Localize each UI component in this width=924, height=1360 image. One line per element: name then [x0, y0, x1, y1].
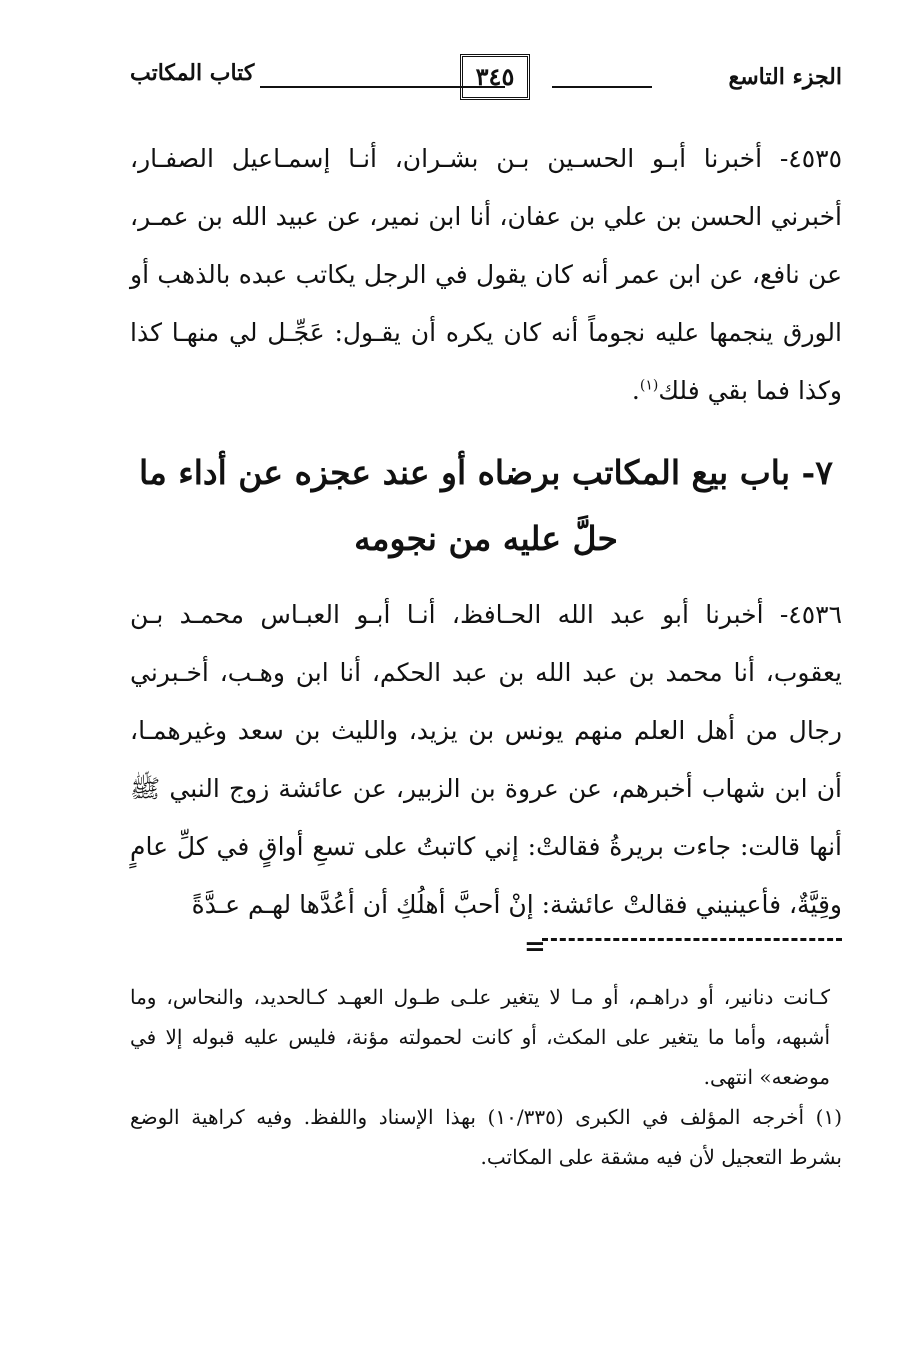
part-title: الجزء التاسع — [728, 64, 842, 90]
page-number: ٣٤٥ — [460, 54, 530, 100]
hadith-4535-end: . — [631, 376, 640, 405]
hadith-4536: ٤٥٣٦- أخبرنا أبو عبد الله الحـافظ، أنـا أبـو العبـاس محمـد بـن يعقوب، أنا محمد بن عبد الله بن عبد الحكم، أنا ابن وهـب، أخـبرني رجال من أهل العلم منهم يونس بن يزيد، والليث بن سعد وغيرهمـا، أن ابن شهاب أخبرهم، عن عروة بن الزبير، عن عائشة زوج النبي ﷺ أنها قالت: جاءت بريرةُ فقالتْ: إني كاتبتُ على تسعِ أواقٍ في كلِّ عامٍ وقِيَّةٌ، فأعينيني فقالتْ عائشة: إنْ أحبَّ أهلُكِ أن أعُدَّها لهـم عـدَّةً — [130, 600, 842, 919]
continuation-mark: = — [524, 932, 546, 962]
running-header — [130, 50, 842, 110]
footnote-1: (١) أخرجه المؤلف في الكبرى (١٠/٣٣٥) بهذا الإسناد واللفظ. وفيه كراهية الوضع بشرط التعجيل لأن فيه مشقة على المكاتب. — [130, 1105, 842, 1169]
book-title: كتاب المكاتب — [130, 60, 255, 86]
chapter-heading — [130, 440, 842, 572]
chapter-heading-line1: ٧- باب بيع المكاتب برضاه أو عند عجزه عن أداء ما — [139, 453, 833, 492]
hadith-4535-text: ٤٥٣٥- أخبرنا أبـو الحسـين بـن بشـران، أنـا إسمـاعيل الصفـار، أخبرني الحسن بن علي بن عفان، أنا ابن نمير، عن عبيد الله بن عمـر، عن نافع، عن ابن عمر أنه كان يقول في الرجل يكاتب عبده بالذهب أو الورق ينجمها عليه نجوماً أنه كان يكره أن يقـول: عَجِّـل لي منهـا كذا وكذا فما بقي فلك — [130, 144, 842, 405]
footnote-carryover: كـانت دنانير، أو دراهـم، أو مـا لا يتغير علـى طـول العهـد كـالحديد، والنحاس، وما أشبهه، وأما ما يتغير على المكث، أو كانت لحمولته مؤنة، فليس عليه قبوله إلا في موضعه» انتهى. — [130, 985, 830, 1089]
header-rule-right — [552, 86, 652, 88]
book-page — [130, 50, 842, 1177]
footnote-marker: (١) — [639, 377, 659, 394]
header-rule-left — [260, 86, 505, 88]
hadith-4535 — [130, 130, 842, 420]
chapter-heading-line2: حلَّ عليه من نجومه — [354, 519, 618, 558]
